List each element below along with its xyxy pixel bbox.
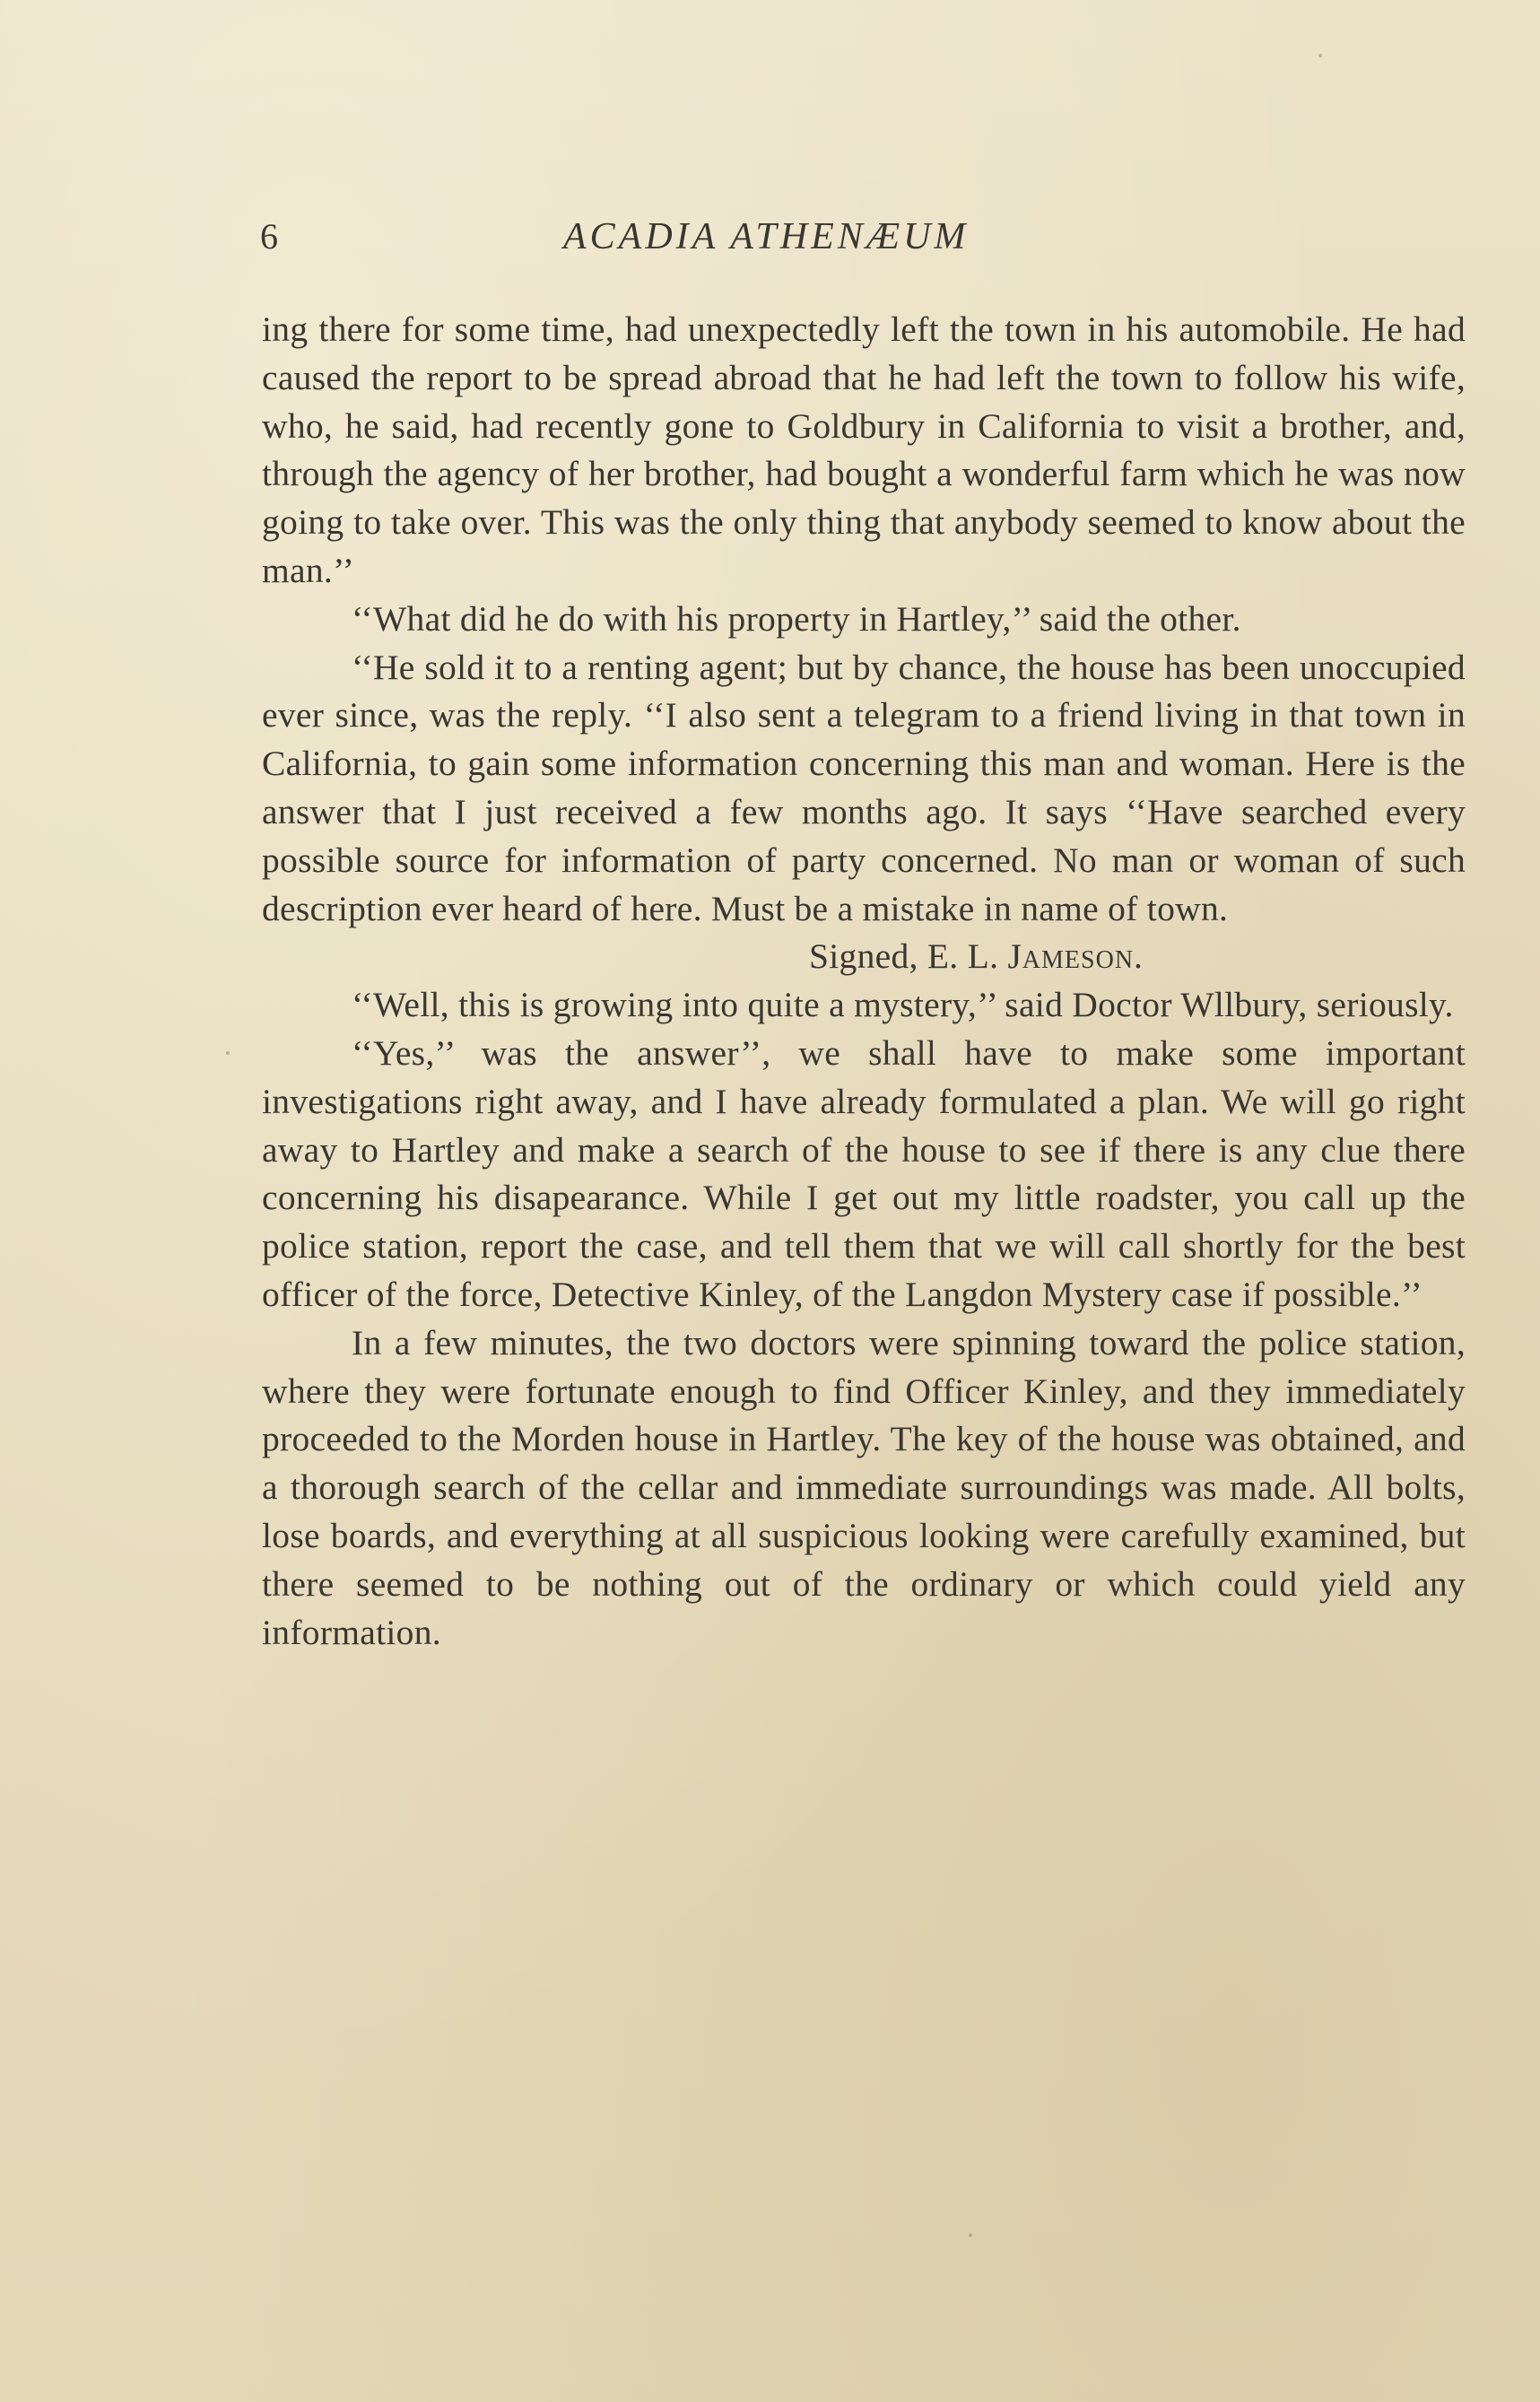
paper-speck (1318, 54, 1322, 57)
signature-name: Jameson. (1007, 936, 1144, 977)
page-number: 6 (260, 216, 279, 257)
paragraph: ‘‘He sold it to a renting agent; but by chance, the house has been unoccupied ever since, was the reply. ‘‘I also sent a telegram to a friend living in that town in California, to gain some information concerning this man and woman. Here is the answer that I just received a few months ago. It says ‘‘Have searched every possible source for information of party concerned. No man or woman of such description ever heard of here. Must be a mistake in name of town. (262, 647, 1466, 928)
telegram-signature (262, 933, 1466, 981)
paper-speck (226, 1051, 230, 1055)
paragraph: ‘‘What did he do with his property in Hartley,’’ said the other. (352, 598, 1241, 639)
paragraph: ‘‘Yes,’’ was the answer’’, we shall have to make some important investigations right away, and I have already formulated a plan. We will go right away to Hartley and make a search of the house to see if there is any clue there concerning his disapearance. While I get out my little roadster, you call up the police station, report the case, and tell them that we will call shortly for the best officer of the force, Detective Kinley, of the Langdon Mystery case if possible.’’ (262, 1032, 1466, 1314)
paper-speck (969, 2233, 972, 2237)
article-body (262, 306, 1466, 1657)
running-head (260, 215, 1471, 269)
paragraph-continuation: ing there for some time, had unexpectedly left the town in his automobile. He had caused the report to be spread abroad that he had left the town to follow his wife, who, he said, had recently gone to Goldbury in California to visit a brother, and, through the agency of her brother, had bought a wonderful farm which he was now going to take over. This was the only thing that anybody seemed to know about the man.’’ (262, 309, 1466, 590)
signature-prefix: Signed, E. L. (809, 936, 1008, 977)
paragraph: In a few minutes, the two doctors were spinning toward the police station, where they were fortunate enough to find Officer Kinley, and they immediately proceeded to the Morden house in Hartley. The key of the house was obtained, and a thorough search of the cellar and immediate surroundings was made. All bolts, lose boards, and everything at all suspicious looking were carefully examined, but there seemed to be nothing out of the ordinary or which could yield any information. (262, 1322, 1466, 1652)
journal-title: ACADIA ATHENÆUM (563, 216, 970, 257)
paragraph: ‘‘Well, this is growing into quite a mystery,’’ said Doctor Wllbury, seriously. (352, 985, 1454, 1025)
